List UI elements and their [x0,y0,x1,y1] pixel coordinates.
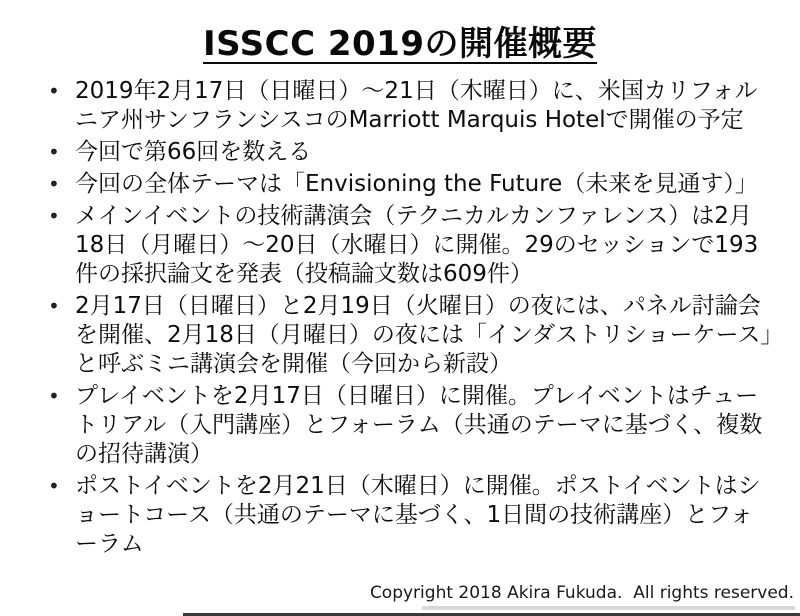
bullet-icon: • [48,140,60,164]
copyright-text: Copyright 2018 Akira Fukuda. All rights reserved. [369,583,794,603]
slide [0,16,800,616]
slide-title: ISSCC 2019の開催概要 [203,24,597,64]
bullet-item [42,138,774,167]
bullet-text: プレイベントを2月17日（日曜日）に開催。プレイベントはチュートリアル（入門講座）とフォーラム（共通のテーマに基づく、複数の招待講演） [75,383,763,467]
bullet-item [42,202,774,289]
bullet-item [42,472,774,559]
bullet-icon: • [48,79,60,103]
copyright-shadow-rule [422,606,795,610]
bullet-text: メインイベントの技術講演会（テクニカルカンファレンス）は2月18日（月曜日）～20日（水曜日）に開催。29のセッションで193件の採択論文を発表（投稿論文数は609件） [75,203,759,287]
bullet-item [42,382,774,469]
bullet-text: ポストイベントを2月21日（木曜日）に開催。ポストイベントはショートコース（共通のテーマに基づく、1日間の技術講座）とフォーラム [75,473,761,557]
bullet-item [42,292,774,379]
bullet-item [42,170,774,199]
bullet-icon: • [48,474,60,498]
bullet-icon: • [48,204,60,228]
bullet-item [42,77,774,135]
bullet-icon: • [48,384,60,408]
bullet-text: 今回で第66回を数える [75,139,312,165]
bullet-text: 2月17日（日曜日）と2月19日（火曜日）の夜には、パネル討論会を開催、2月18日（月曜日）の夜には「インダストリショーケース」と呼ぶミニ講演会を開催（今回から新設） [75,293,772,377]
bullet-text: 2019年2月17日（日曜日）～21日（木曜日）に、米国カリフォルニア州サンフランシスコのMarriott Marquis Hotelで開催の予定 [75,78,758,133]
bullet-icon: • [48,172,60,196]
bullet-text: 今回の全体テーマは「Envisioning the Future（未来を見通す）」 [75,171,758,197]
bullet-icon: • [48,294,60,318]
bullet-list [0,77,800,559]
